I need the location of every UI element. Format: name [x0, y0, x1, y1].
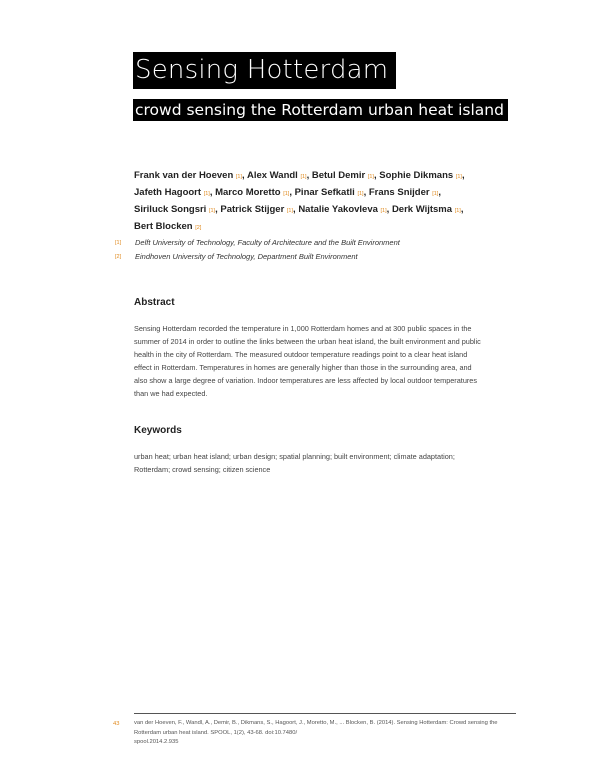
author-separator: ,: [242, 170, 247, 181]
affiliation-number: [2]: [115, 254, 122, 260]
author-list: [134, 168, 494, 236]
paper-subtitle: crowd sensing the Rotterdam urban heat island: [133, 99, 508, 121]
author-affiliation: [1]: [235, 174, 243, 180]
citation-line: van der Hoeven, F., Wandl, A., Demir, B., Dikmans, S., Hagoort, J., Moretto, M., ... Blocken, B. (2014). Sensing Hotterdam: Crowd sensing the: [134, 720, 498, 726]
author-name: Frank van der Hoeven: [134, 170, 234, 181]
page-number: 43: [113, 721, 120, 727]
footer-divider: [134, 713, 516, 714]
author-separator: ,: [438, 187, 441, 198]
citation-line: spool.2014.2.935: [134, 739, 179, 745]
affiliation-item: [115, 236, 400, 250]
author-line: [134, 185, 494, 202]
author-affiliation: [1]: [454, 208, 461, 214]
citation-line: Rotterdam urban heat island. SPOOL, 1(2), 43-68. doi:10.7480/: [134, 729, 298, 736]
author-affiliation: [2]: [195, 225, 202, 231]
author-name: Frans Snijder: [368, 187, 430, 198]
keywords-line: urban heat; urban heat island; urban design; spatial planning; built environment; climate adaptation;: [134, 452, 455, 461]
abstract-line: summer of 2014 in order to outline the links between the urban heat island, the built environment and public: [134, 337, 481, 346]
citation: [134, 719, 519, 748]
abstract-line: Sensing Hotterdam recorded the temperature in 1,000 Rotterdam homes and at 300 public spaces in the: [134, 324, 472, 333]
keywords-body: [134, 450, 514, 476]
author-separator: ,: [215, 204, 221, 215]
author-line: [134, 202, 494, 219]
author-affiliation: [1]: [380, 208, 387, 214]
author-affiliation: [1]: [300, 174, 307, 180]
abstract-line: than we had expected.: [134, 389, 208, 398]
abstract-body: [134, 322, 514, 400]
author-name: Alex Wandl: [246, 170, 298, 181]
author-separator: ,: [209, 187, 216, 198]
author-name: Jafeth Hagoort: [134, 187, 202, 198]
author-name: Pinar Sefkatli: [294, 187, 355, 198]
author-line: [134, 219, 494, 236]
author-line: [134, 168, 494, 185]
title-block: [133, 52, 508, 121]
abstract-line: effect in Rotterdam. Temperatures in homes are generally higher than those in the surrounding area, and: [134, 363, 472, 372]
author-affiliation: [1]: [208, 208, 216, 214]
affiliation-item: [115, 250, 400, 264]
author-separator: ,: [386, 204, 392, 215]
author-name: Marco Moretto: [215, 187, 281, 198]
author-affiliation: [1]: [357, 191, 364, 197]
author-affiliation: [1]: [367, 174, 374, 180]
author-name: Sophie Dikmans: [379, 170, 454, 181]
author-separator: ,: [293, 204, 299, 215]
author-affiliation: [1]: [432, 191, 439, 197]
author-affiliation: [1]: [455, 174, 462, 180]
abstract-line: also show a large degree of variation. Indoor temperatures are less affected by local outdoor temperatures: [134, 376, 478, 385]
author-separator: ,: [460, 204, 464, 215]
affiliation-text: Eindhoven University of Technology, Department Built Environment: [135, 252, 358, 261]
author-separator: ,: [289, 187, 295, 198]
author-name: Derk Wijtsma: [391, 204, 453, 215]
author-name: Natalie Yakovleva: [298, 204, 378, 215]
author-name: Betul Demir: [311, 170, 366, 181]
author-separator: ,: [373, 170, 380, 181]
paper-title: Sensing Hotterdam: [133, 52, 396, 89]
affiliation-list: [115, 236, 400, 264]
affiliation-number: [1]: [115, 240, 122, 246]
author-name: Bert Blocken: [134, 221, 193, 232]
affiliation-text: Delft University of Technology, Faculty of Architecture and the Built Environment: [135, 238, 400, 247]
author-affiliation: [1]: [203, 191, 210, 197]
author-separator: ,: [363, 187, 369, 198]
author-name: Patrick Stijger: [220, 204, 285, 215]
author-separator: ,: [461, 170, 465, 181]
keywords-heading: Keywords: [134, 425, 182, 436]
author-affiliation: [1]: [283, 191, 290, 197]
keywords-line: Rotterdam; crowd sensing; citizen science: [134, 465, 271, 474]
author-separator: ,: [306, 170, 312, 181]
abstract-heading: Abstract: [134, 297, 175, 308]
author-affiliation: [1]: [286, 208, 294, 214]
author-name: Siriluck Songsri: [134, 204, 207, 215]
abstract-line: health in the city of Rotterdam. The measured outdoor temperature readings point to a clear heat island: [134, 350, 468, 359]
